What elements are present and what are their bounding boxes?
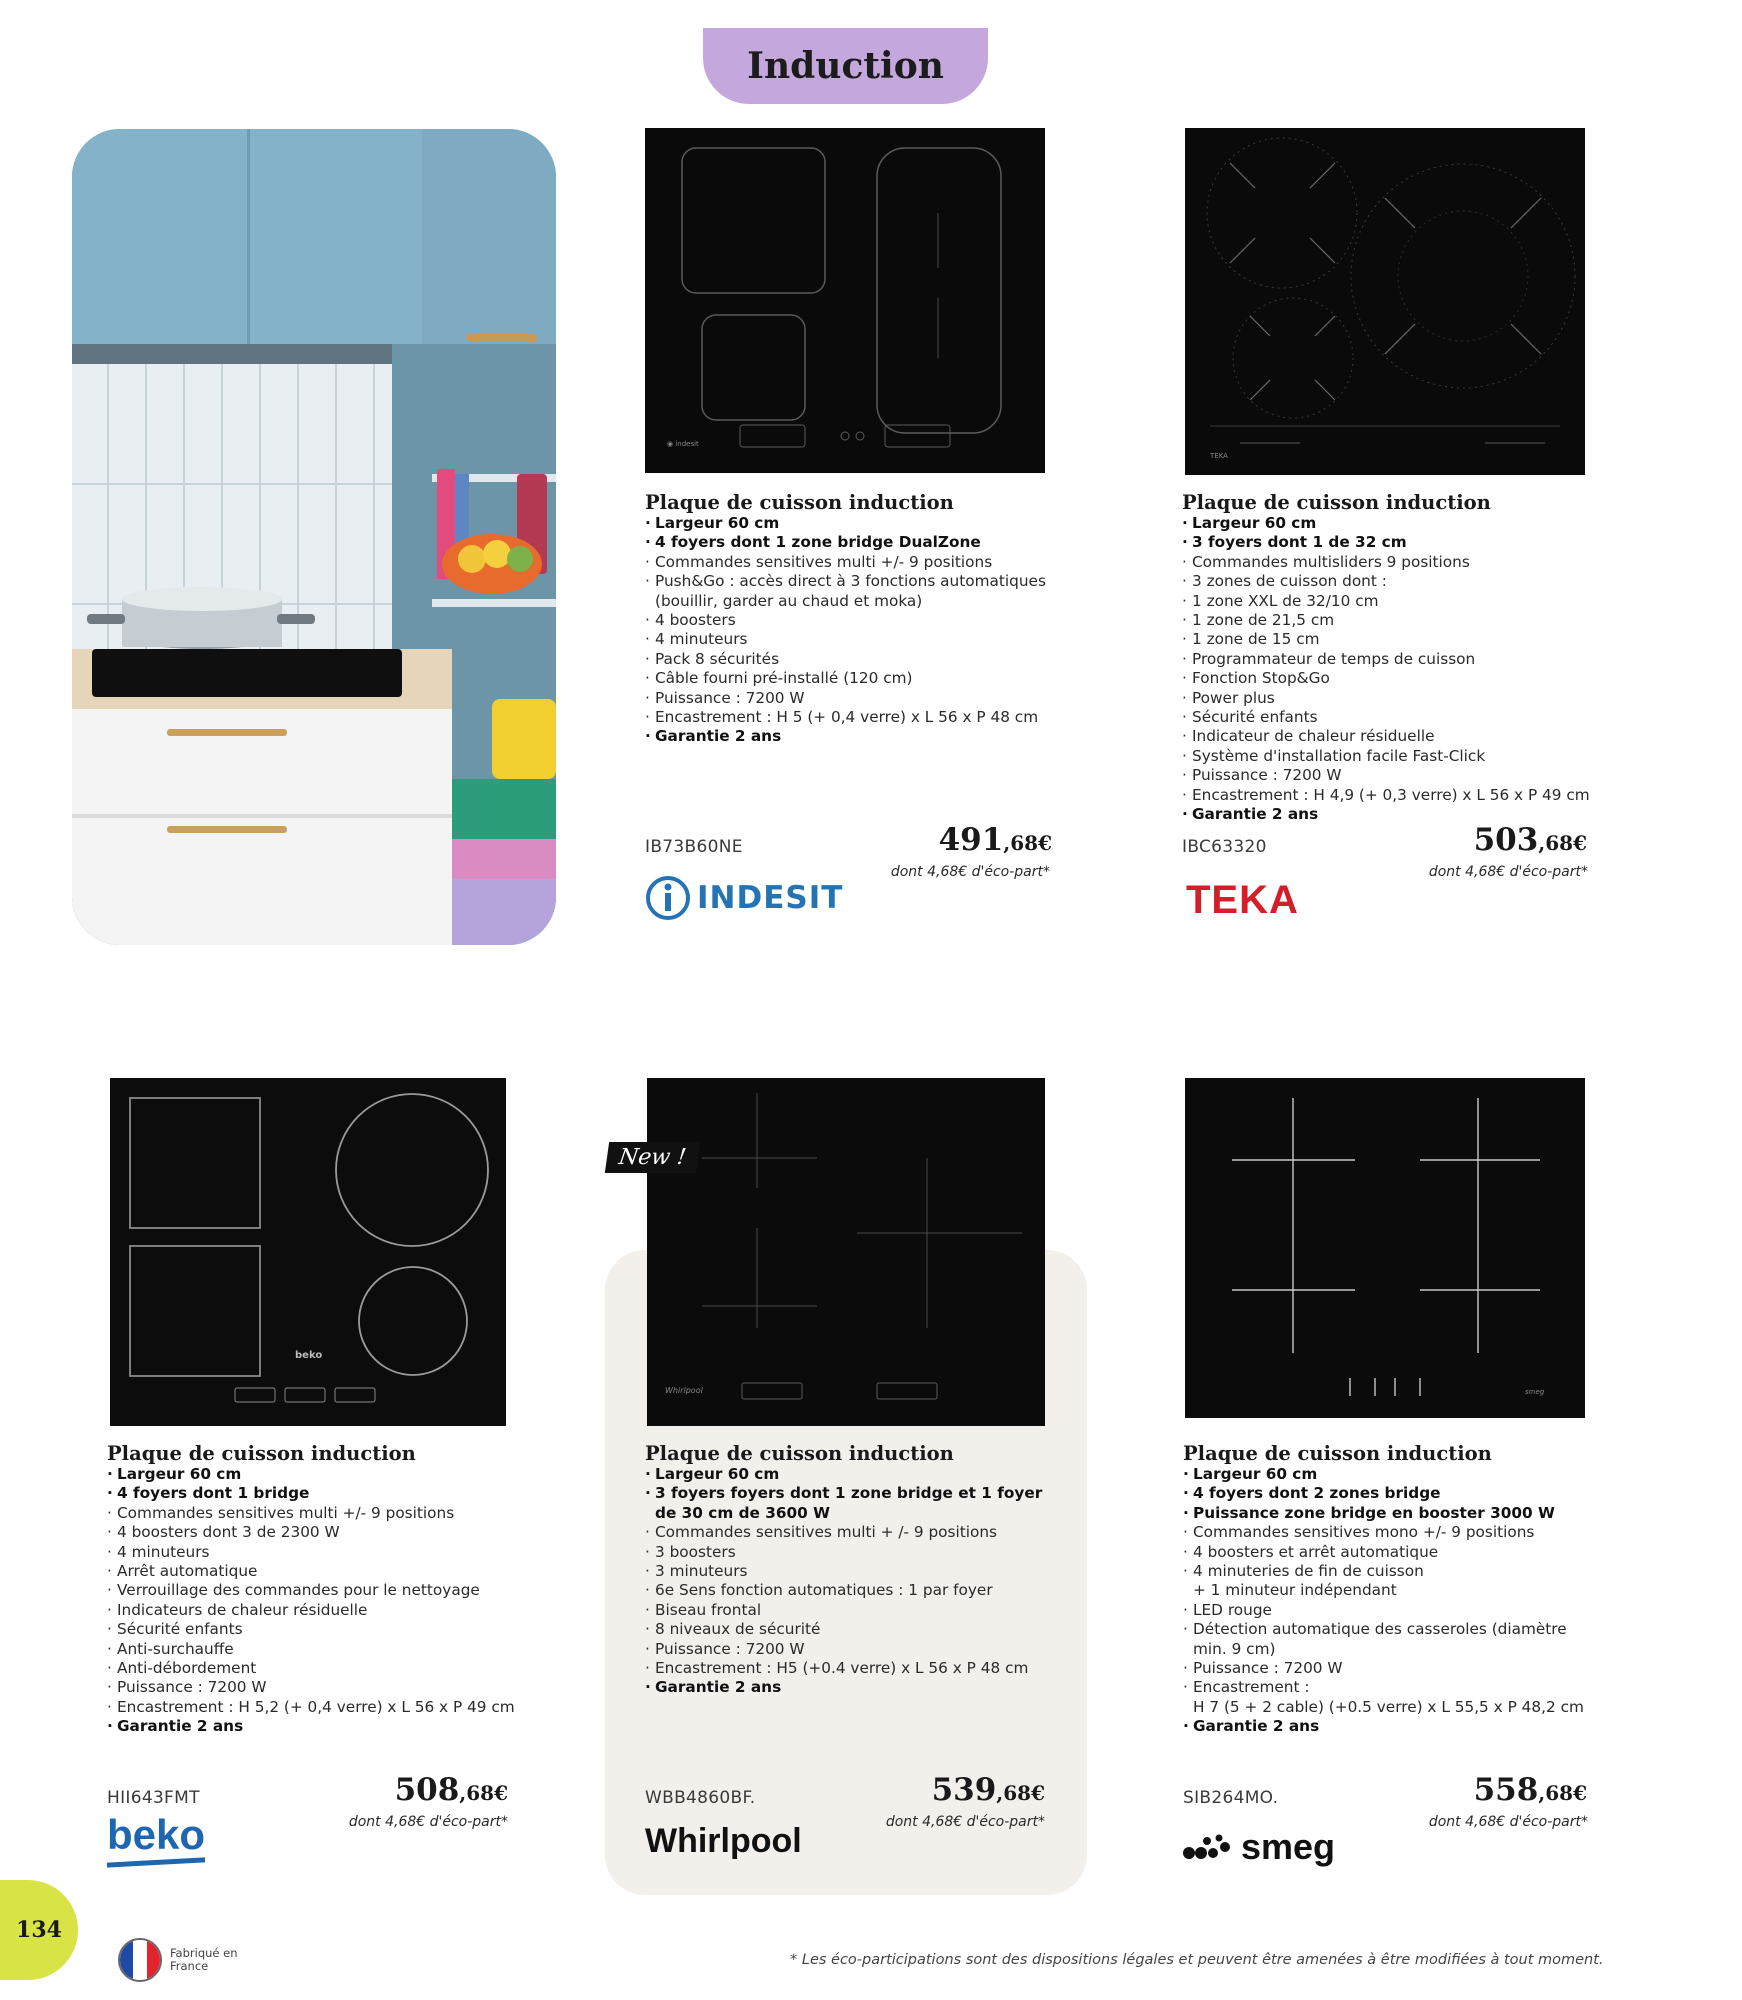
svg-text:◉ indesit: ◉ indesit: [667, 440, 699, 448]
spec-item: · 4 foyers dont 1 bridge: [107, 1484, 537, 1503]
spec-item: · Largeur 60 cm: [107, 1465, 537, 1484]
product-ref: WBB4860BF.: [645, 1788, 756, 1808]
spec-item: · Sécurité enfants: [1182, 708, 1612, 727]
spec-item: · 3 foyers dont 1 de 32 cm: [1182, 533, 1612, 552]
spec-item: · Sécurité enfants: [107, 1620, 537, 1639]
product-ref: HII643FMT: [107, 1788, 200, 1808]
svg-text:smeg: smeg: [1525, 1388, 1545, 1396]
brand-logo-indesit: [645, 875, 843, 921]
price-main: 503: [1473, 822, 1539, 858]
page-number: 134: [16, 1917, 62, 1943]
price-cents: ,68€: [996, 1781, 1045, 1805]
beko-swoosh: [107, 1857, 205, 1867]
product-title: Plaque de cuisson induction: [645, 491, 954, 514]
spec-item: · LED rouge: [1183, 1601, 1613, 1620]
spec-item: · Puissance : 7200 W: [1182, 766, 1612, 785]
spec-item: · Puissance : 7200 W: [1183, 1659, 1613, 1678]
spec-item: · 1 zone de 15 cm: [1182, 630, 1612, 649]
spec-item: min. 9 cm): [1193, 1639, 1276, 1658]
section-header: [703, 28, 988, 104]
kitchen-photo: [72, 129, 556, 945]
price: [843, 1772, 1045, 1808]
spec-item: · Commandes sensitives mono +/- 9 positions: [1183, 1523, 1613, 1542]
spec-item: · Garantie 2 ans: [107, 1717, 537, 1736]
ecopart-note: dont 4,68€ d'éco-part*: [1428, 864, 1588, 880]
spec-item: de 30 cm de 3600 W: [655, 1503, 831, 1522]
spec-item: · Largeur 60 cm: [1182, 514, 1612, 533]
product-image-indesit[interactable]: [645, 128, 1045, 473]
spec-item: · Anti-surchauffe: [107, 1640, 537, 1659]
new-badge: New !: [605, 1142, 700, 1173]
price: [1385, 822, 1587, 858]
product-image-whirlpool[interactable]: [647, 1078, 1045, 1426]
spec-item: · Encastrement : H 5 (+ 0,4 verre) x L 56 x P 48 cm: [645, 708, 1065, 727]
spec-item: H 7 (5 + 2 cable) (+0.5 verre) x L 55,5 x P 48,2 cm: [1193, 1697, 1584, 1716]
product-title: Plaque de cuisson induction: [107, 1442, 416, 1465]
spec-item: + 1 minuteur indépendant: [1193, 1581, 1397, 1600]
spec-item: · Garantie 2 ans: [1182, 805, 1612, 824]
brand-logo-smeg: [1183, 1826, 1335, 1868]
spec-item: · Système d'installation facile Fast-Click: [1182, 747, 1612, 766]
spec-item: · 4 minuteurs: [107, 1543, 537, 1562]
spec-item: · Encastrement : H 5,2 (+ 0,4 verre) x L 56 x P 49 cm: [107, 1698, 537, 1717]
spec-item: · Programmateur de temps de cuisson: [1182, 650, 1612, 669]
price-main: 558: [1473, 1772, 1539, 1808]
product-ref: IB73B60NE: [645, 837, 743, 857]
product-card-teka: [1182, 492, 1612, 825]
spec-item: · Encastrement :: [1183, 1678, 1613, 1697]
spec-item: · 1 zone de 21,5 cm: [1182, 611, 1612, 630]
spec-item: · 6e Sens fonction automatiques : 1 par foyer: [645, 1581, 1075, 1600]
spec-item: · Garantie 2 ans: [1183, 1717, 1613, 1736]
spec-item: · 8 niveaux de sécurité: [645, 1620, 1075, 1639]
product-image-smeg[interactable]: [1185, 1078, 1585, 1418]
made-in-text: Fabriqué en France: [170, 1946, 238, 1973]
spec-list: [107, 1465, 537, 1737]
spec-item: · Biseau frontal: [645, 1601, 1075, 1620]
product-title: Plaque de cuisson induction: [1182, 491, 1491, 514]
made-in-france: [118, 1938, 240, 1982]
spec-item: · Détection automatique des casseroles (diamètre: [1183, 1620, 1613, 1639]
ecopart-note: dont 4,68€ d'éco-part*: [1428, 1814, 1588, 1830]
product-card-whirlpool: [645, 1443, 1075, 1698]
spec-item: (bouillir, garder au chaud et moka): [655, 591, 923, 610]
ecopart-note: dont 4,68€ d'éco-part*: [348, 1814, 508, 1830]
spec-list: [645, 1465, 1075, 1698]
brand-logo-teka: TEKA: [1186, 878, 1299, 922]
spec-item: · Câble fourni pré-installé (120 cm): [645, 669, 1065, 688]
price: [306, 1772, 508, 1808]
footnote: * Les éco-participations sont des dispositions légales et peuvent être amenées à être modifiées à tout moment.: [790, 1952, 1604, 1968]
spec-item: · Verrouillage des commandes pour le nettoyage: [107, 1581, 537, 1600]
spec-item: · Pack 8 sécurités: [645, 650, 1065, 669]
spec-item: · 3 zones de cuisson dont :: [1182, 572, 1612, 591]
brand-logo-beko: [107, 1812, 205, 1865]
ecopart-note: dont 4,68€ d'éco-part*: [890, 864, 1050, 880]
spec-item: · 4 minuteries de fin de cuisson: [1183, 1562, 1613, 1581]
brand-name: smeg: [1241, 1826, 1336, 1867]
spec-item: · Commandes sensitives multi +/- 9 positions: [645, 553, 1065, 572]
brand-logo-whirlpool: Whirlpool: [645, 1822, 802, 1860]
ecopart-note: dont 4,68€ d'éco-part*: [885, 1814, 1045, 1830]
spec-item: · 4 boosters: [645, 611, 1065, 630]
spec-item: · Largeur 60 cm: [645, 514, 1065, 533]
smeg-dots-icon: [1183, 1833, 1237, 1861]
spec-item: · 4 boosters et arrêt automatique: [1183, 1543, 1613, 1562]
price-main: 508: [394, 1772, 460, 1808]
svg-text:beko: beko: [295, 1350, 323, 1361]
brand-name: INDESIT: [697, 880, 844, 916]
spec-item: · Encastrement : H 4,9 (+ 0,3 verre) x L 56 x P 49 cm: [1182, 786, 1612, 805]
svg-text:Whirlpool: Whirlpool: [665, 1386, 703, 1395]
spec-item: · Commandes sensitives multi +/- 9 positions: [107, 1504, 537, 1523]
spec-item: · 4 foyers dont 1 zone bridge DualZone: [645, 533, 1065, 552]
spec-item: · 4 foyers dont 2 zones bridge: [1183, 1484, 1613, 1503]
brand-name: beko: [107, 1811, 206, 1858]
product-title: Plaque de cuisson induction: [1183, 1442, 1492, 1465]
spec-item: · Puissance : 7200 W: [645, 689, 1065, 708]
spec-item: · Indicateurs de chaleur résiduelle: [107, 1601, 537, 1620]
spec-item: · Encastrement : H5 (+0.4 verre) x L 56 x P 48 cm: [645, 1659, 1075, 1678]
spec-item: · Commandes multisliders 9 positions: [1182, 553, 1612, 572]
price-main: 491: [938, 822, 1004, 858]
spec-item: · Fonction Stop&Go: [1182, 669, 1612, 688]
spec-item: · 1 zone XXL de 32/10 cm: [1182, 592, 1612, 611]
section-title: Induction: [747, 45, 944, 87]
spec-item: · 3 foyers foyers dont 1 zone bridge et 1 foyer: [645, 1484, 1075, 1503]
spec-list: [1182, 514, 1612, 825]
spec-item: · 4 boosters dont 3 de 2300 W: [107, 1523, 537, 1542]
spec-item: · Puissance : 7200 W: [107, 1678, 537, 1697]
france-flag-icon: [118, 1938, 162, 1982]
price-cents: ,68€: [1538, 831, 1587, 855]
indesit-logo-icon: [645, 875, 691, 921]
spec-item: · Largeur 60 cm: [1183, 1465, 1613, 1484]
spec-item: · Puissance : 7200 W: [645, 1640, 1075, 1659]
price: [1385, 1772, 1587, 1808]
spec-item: · Push&Go : accès direct à 3 fonctions automatiques: [645, 572, 1065, 591]
spec-item: · Commandes sensitives multi + /- 9 positions: [645, 1523, 1075, 1542]
spec-item: · Largeur 60 cm: [645, 1465, 1075, 1484]
price-cents: ,68€: [459, 1781, 508, 1805]
product-card-beko: [107, 1443, 537, 1737]
spec-item: · Garantie 2 ans: [645, 1678, 1075, 1697]
spec-item: · Garantie 2 ans: [645, 727, 1065, 746]
product-image-beko[interactable]: [110, 1078, 506, 1426]
spec-list: [645, 514, 1065, 747]
spec-item: · Indicateur de chaleur résiduelle: [1182, 727, 1612, 746]
product-image-teka[interactable]: [1185, 128, 1585, 475]
page-number-tab: [0, 1880, 78, 1980]
spec-list: [1183, 1465, 1613, 1737]
spec-item: · Arrêt automatique: [107, 1562, 537, 1581]
price-main: 539: [931, 1772, 997, 1808]
spec-item: · Power plus: [1182, 689, 1612, 708]
product-ref: SIB264MO.: [1183, 1788, 1279, 1808]
price: [850, 822, 1052, 858]
price-cents: ,68€: [1538, 1781, 1587, 1805]
spec-item: · Puissance zone bridge en booster 3000 W: [1183, 1504, 1613, 1523]
product-card-indesit: [645, 492, 1065, 747]
product-title: Plaque de cuisson induction: [645, 1442, 954, 1465]
spec-item: · 3 minuteurs: [645, 1562, 1075, 1581]
product-ref: IBC63320: [1182, 837, 1267, 857]
spec-item: · Anti-débordement: [107, 1659, 537, 1678]
price-cents: ,68€: [1003, 831, 1052, 855]
product-card-smeg: [1183, 1443, 1613, 1737]
svg-text:TEKA: TEKA: [1210, 452, 1228, 460]
spec-item: · 4 minuteurs: [645, 630, 1065, 649]
spec-item: · 3 boosters: [645, 1543, 1075, 1562]
